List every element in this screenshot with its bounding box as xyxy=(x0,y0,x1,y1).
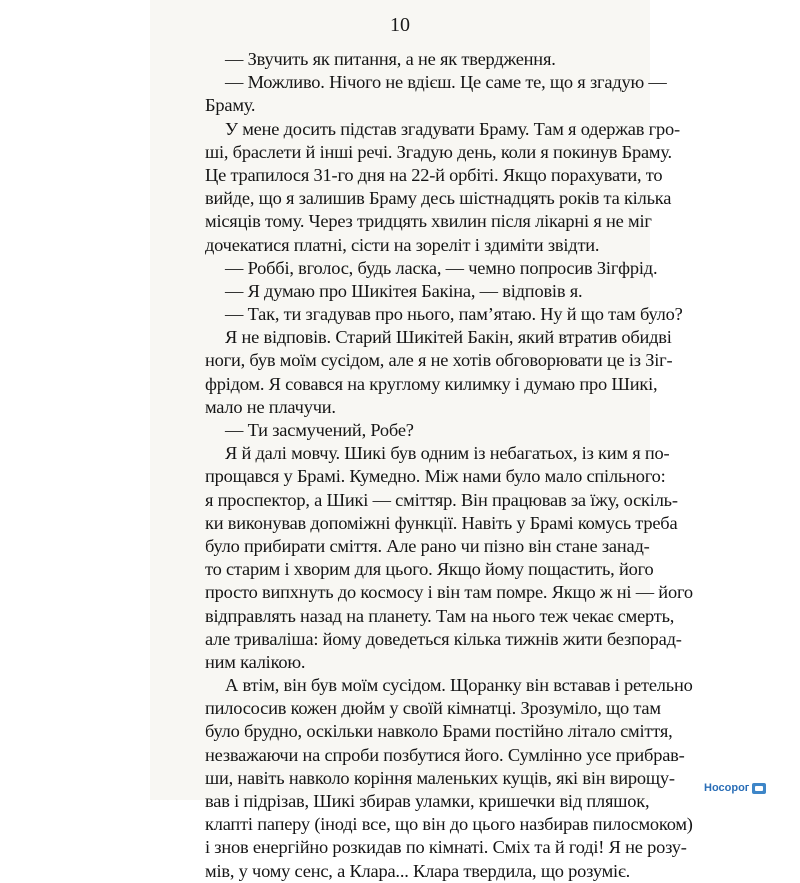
text-line: просто випхнуть до космосу і він там помре. Якщо ж ні — його xyxy=(205,582,693,603)
text-line: ним калікою. xyxy=(205,651,306,672)
text-line: і знов енергійно розкидав по кімнаті. Сміх та й годі! Я не розу- xyxy=(205,837,687,858)
text-line: то старим і хворим для цього. Якщо йому пощастить, його xyxy=(205,559,654,580)
body-text xyxy=(205,48,693,883)
rhino-logo-icon xyxy=(752,783,766,794)
text-line: — Ти засмучений, Робе? xyxy=(225,420,414,440)
text-line: ші, браслети й інші речі. Згадую день, коли я покинув Браму. xyxy=(205,141,672,162)
text-line: мало не плачучи. xyxy=(205,396,336,417)
text-line: відправлять назад на планету. Там на нього теж чекає смерть, xyxy=(205,605,675,626)
text-line: але триваліша: йому доведеться кілька тижнів жити безпорад- xyxy=(205,628,682,649)
text-line: клапті паперу (іноді все, що він до цього назбирав пилосмоком) xyxy=(205,814,693,835)
book-page xyxy=(150,0,693,881)
text-line: я проспектор, а Шикі — сміттяр. Він працював за їжу, оскіль- xyxy=(205,489,678,510)
text-line: дочекатися платні, сісти на зореліт і здиміти звідти. xyxy=(205,234,600,255)
text-line: прощався у Брамі. Кумедно. Між нами було мало спільного: xyxy=(205,466,666,487)
text-line: — Я думаю про Шикітея Бакіна, — відповів я. xyxy=(225,280,583,301)
text-line: Я й далі мовчу. Шикі був одним із небагатьох, із ким я по- xyxy=(225,443,670,464)
text-line: У мене досить підстав згадувати Браму. Там я одержав гро- xyxy=(225,118,680,139)
page-number: 10 xyxy=(390,14,410,36)
text-line: — Так, ти згадував про нього, пам’ятаю. Ну й що там було? xyxy=(225,304,683,325)
text-line: пилососив кожен дюйм у своїй кімнатці. Зрозуміло, що там xyxy=(205,698,661,719)
text-line: місяців тому. Через тридцять хвилин після лікарні я не міг xyxy=(205,211,652,232)
text-line: Браму. xyxy=(205,95,256,116)
text-line: було прибирати сміття. Але рано чи пізно він стане занад- xyxy=(205,535,650,556)
watermark-label: Носорог xyxy=(704,782,750,794)
text-line: А втім, він був моїм сусідом. Щоранку він вставав і ретельно xyxy=(225,675,693,696)
text-line: фрідом. Я совався на круглому килимку і думаю про Шикі, xyxy=(205,373,658,394)
text-line: Я не відповів. Старий Шикітей Бакін, який втратив обидві xyxy=(225,327,672,348)
text-line: незважаючи на спроби позбутися його. Сумлінно усе прибрав- xyxy=(205,744,685,765)
text-line: Це трапилося 31-го дня на 22-й орбіті. Якщо порахувати, то xyxy=(205,164,663,185)
text-line: ки виконував допоміжні функції. Навіть у Брамі комусь треба xyxy=(205,512,678,533)
text-line: вав і підрізав, Шикі збирав уламки, кришечки від пляшок, xyxy=(205,791,650,811)
watermark xyxy=(704,782,766,794)
text-line: мів, у чому сенс, а Клара... Клара твердила, що розуміє. xyxy=(205,860,631,881)
text-line: — Роббі, вголос, будь ласка, — чемно попросив Зігфрід. xyxy=(225,257,658,278)
text-line: було брудно, оскільки навколо Брами постійно літало сміття, xyxy=(205,721,673,742)
text-line: ноги, був моїм сусідом, але я не хотів обговорювати це із Зіг- xyxy=(205,350,673,371)
text-line: ши, навіть навколо коріння маленьких кущів, які він вирощу- xyxy=(205,767,675,788)
text-line: — Звучить як питання, а не як твердження. xyxy=(225,49,556,69)
text-line: — Можливо. Нічого не вдієш. Це саме те, що я згадую — xyxy=(225,72,667,93)
text-line: вийде, що я залишив Браму десь шістнадцять років та кілька xyxy=(205,188,672,209)
